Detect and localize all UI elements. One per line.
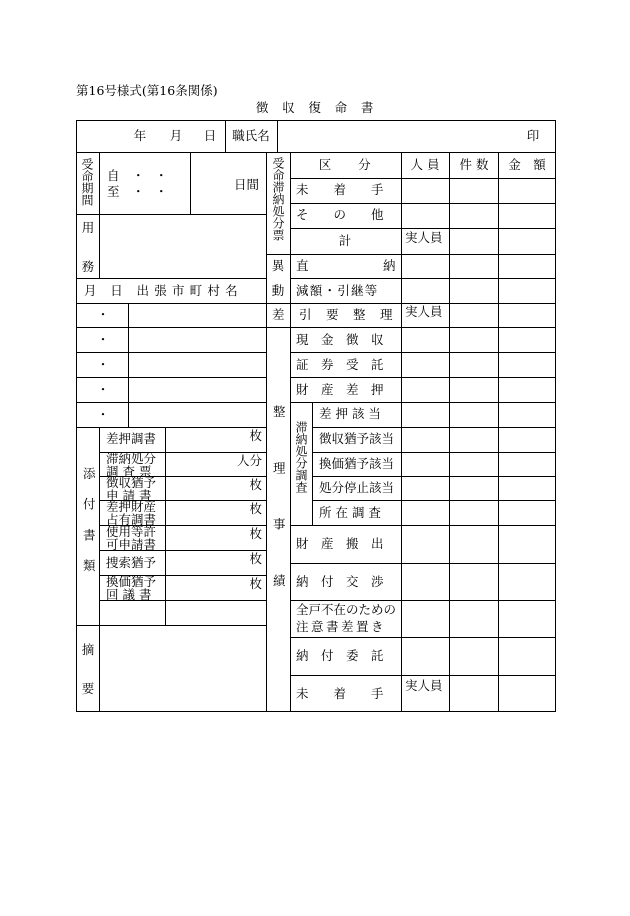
date-month-label: 月 [169, 128, 183, 143]
sub-item: 所 在 調 査 [319, 505, 381, 520]
row-zaisan-sa: 財 産 差 押 [296, 382, 384, 397]
row-nofu-inin: 納 付 委 託 [296, 648, 384, 663]
col-kingaku: 金 額 [508, 157, 546, 172]
row-sonota: そ の 他 [296, 207, 384, 222]
tekiyo-label-2: 要 [81, 681, 95, 696]
sub-item: 徴収猶予該当 [319, 431, 395, 446]
attachment-label: 滞納処分 調 査 票 [106, 451, 157, 480]
idou-label-1: 異 [271, 258, 285, 273]
section-label-vertical: 受命滞納処分票 [271, 157, 285, 241]
row-kei: 計 [338, 233, 352, 248]
sub-label-vertical: 滞納処分調査 [294, 421, 308, 493]
staff-name-label: 職氏名 [232, 128, 270, 143]
jitsujinin-label: 実人員 [405, 230, 443, 245]
tekiyo-label-1: 摘 [81, 642, 95, 657]
attachment-label: 差押財産 占有調書 [106, 499, 157, 528]
jitsujinin-label: 実人員 [405, 678, 443, 693]
attachment-label: 換価猶予 回 議 書 [106, 574, 157, 603]
seal-label: 印 [526, 128, 540, 143]
tenpu-label: 添付書類 [81, 467, 97, 590]
row-michakushu-2: 未 着 手 [296, 686, 384, 701]
period-to-dot-2: ・ [155, 184, 168, 199]
attachment-unit: 枚 [249, 576, 262, 591]
attachment-unit: 枚 [249, 526, 262, 541]
trip-row-dot: ・ [96, 307, 110, 322]
sub-item: 処分停止該当 [319, 480, 395, 495]
form-number: 第16号様式(第16条関係) [76, 83, 218, 98]
date-year-label: 年 [133, 128, 147, 143]
col-jinin: 人 員 [410, 157, 440, 172]
attachment-unit: 人分 [236, 453, 262, 468]
sub-item: 換価猶予該当 [319, 456, 395, 471]
idou-label-2: 動 [271, 283, 285, 298]
yomu-label-2: 務 [81, 259, 95, 274]
row-choku: 直 [296, 258, 309, 273]
row-gengaku: 減額・引継等 [296, 283, 379, 298]
juumei-kikan-label: 受命期間 [80, 158, 94, 206]
attachment-unit: 枚 [249, 501, 262, 516]
trip-row-dot: ・ [96, 382, 110, 397]
trip-row-dot: ・ [96, 332, 110, 347]
period-to-label: 至 [107, 184, 120, 199]
attachment-unit: 枚 [249, 428, 262, 443]
attachment-unit: 枚 [249, 477, 262, 492]
row-nofu-kosho: 納 付 交 渉 [296, 574, 384, 589]
row-fuzai-2: 注意書差置き [296, 619, 387, 634]
date-day-label: 日 [203, 128, 217, 143]
period-from-dot-2: ・ [155, 168, 168, 183]
attachment-label: 徴収猶予 申 請 書 [106, 475, 157, 504]
period-from-label: 自 [107, 168, 120, 183]
period-to-dot-1: ・ [132, 184, 145, 199]
trip-header: 月 日 出 張 市 町 村 名 [84, 283, 239, 298]
attachment-label: 差押調書 [106, 431, 157, 446]
attachment-label: 捜索猶予 [106, 555, 157, 570]
row-nou: 納 [383, 258, 396, 273]
seiri-jiseki-label: 整理事績 [271, 405, 287, 630]
yomu-label-1: 用 [81, 220, 95, 235]
trip-row-dot: ・ [96, 407, 110, 422]
col-kensu: 件 数 [459, 157, 489, 172]
row-genkin: 現 金 徴 収 [296, 332, 384, 347]
row-shoken: 証 券 受 託 [296, 357, 384, 372]
row-fuzai-1: 全戸不在のための [296, 602, 397, 617]
col-kubun: 区 分 [318, 157, 372, 172]
period-from-dot-1: ・ [132, 168, 145, 183]
trip-row-dot: ・ [96, 357, 110, 372]
document-title: 徴 収 復 命 書 [255, 100, 375, 115]
attachment-label: 使用等許 可申請書 [106, 524, 157, 553]
attachment-unit: 枚 [249, 551, 262, 566]
days-label: 日間 [234, 177, 260, 192]
row-zaisan-hanshutsu: 財 産 搬 出 [296, 536, 384, 551]
jitsujinin-label: 実人員 [405, 304, 443, 319]
row-michakushu: 未 着 手 [296, 182, 384, 197]
sub-item: 差 押 該 当 [319, 406, 381, 421]
row-sabiki: 差 引 要 整 理 [272, 307, 394, 322]
